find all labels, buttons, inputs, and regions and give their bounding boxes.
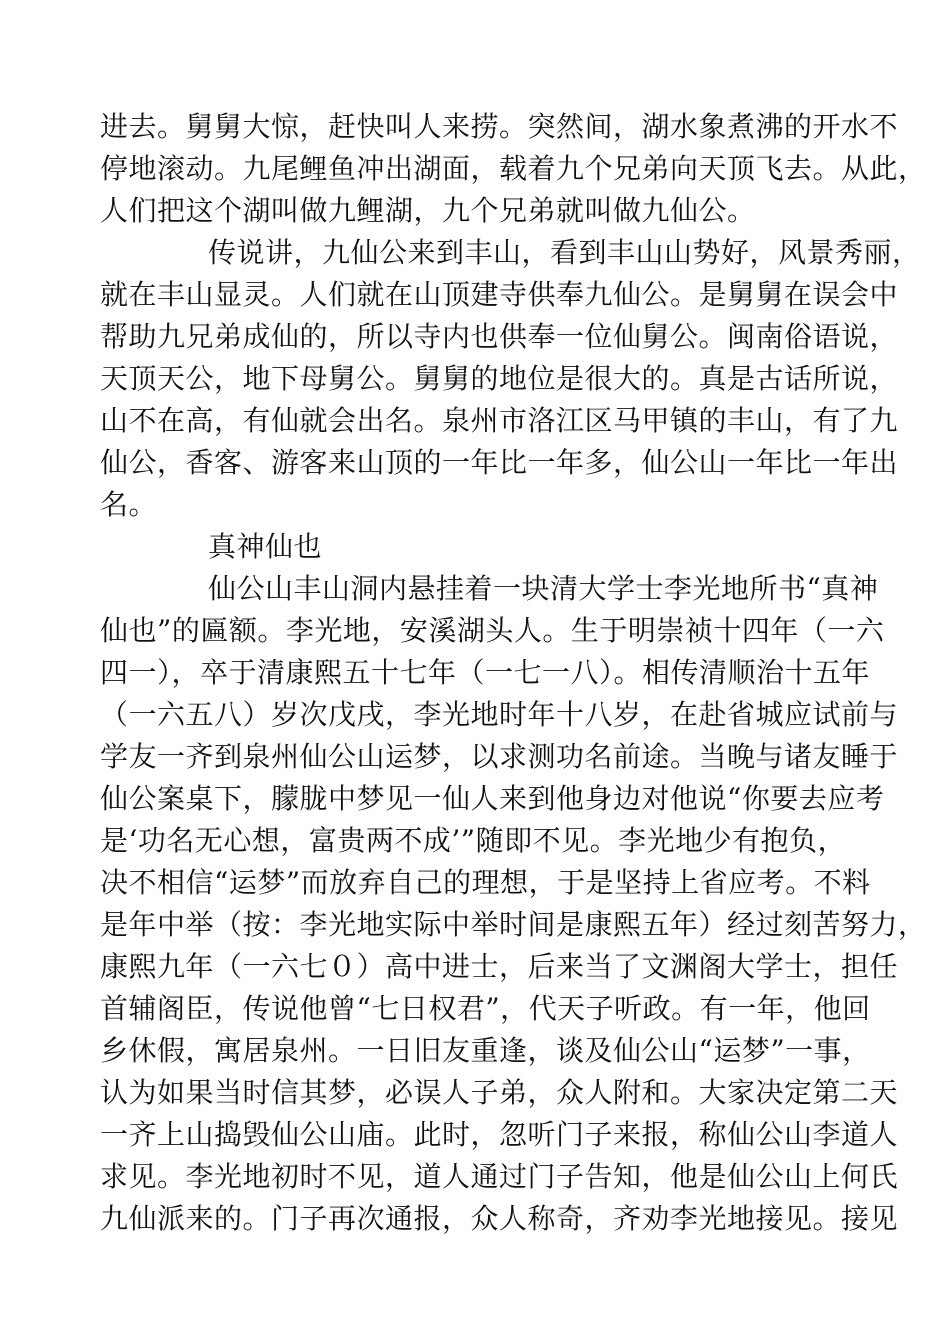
text-line: 天顶天公，地下母舅公。舅舅的地位是很大的。真是古话所说， — [100, 362, 899, 395]
text-line: 仙公，香客、游客来山顶的一年比一年多，仙公山一年比一年出 — [100, 446, 899, 479]
text-line: 名。 — [100, 488, 158, 521]
text-line: 山不在高，有仙就会出名。泉州市洛江区马甲镇的丰山，有了九 — [100, 404, 899, 437]
text-line: 一齐上山捣毁仙公山庙。此时，忽听门子来报，称仙公山李道人 — [100, 1118, 899, 1151]
text-line: 就在丰山显灵。人们就在山顶建寺供奉九仙公。是舅舅在误会中 — [100, 278, 899, 311]
text-line: 认为如果当时信其梦，必误人子弟，众人附和。大家决定第二天 — [100, 1076, 899, 1109]
text-line: 学友一齐到泉州仙公山运梦，以求测功名前途。当晚与诸友睡于 — [100, 740, 899, 773]
text-line: 人们把这个湖叫做九鲤湖，九个兄弟就叫做九仙公。 — [100, 194, 756, 227]
paragraph-first-line: 传说讲，九仙公来到丰山，看到丰山山势好，风景秀丽， — [208, 236, 921, 269]
text-line: （一六五八）岁次戊戌，李光地时年十八岁，在赴省城应试前与 — [100, 698, 899, 731]
text-line: 决不相信“运梦”而放弃自己的理想，于是坚持上省应考。不料 — [100, 866, 871, 899]
text-line: 首辅阁臣，传说他曾“七日权君”，代天子听政。有一年，他回 — [100, 992, 871, 1025]
text-line: 帮助九兄弟成仙的，所以寺内也供奉一位仙舅公。闽南俗语说， — [100, 320, 899, 353]
document-page — [100, 106, 927, 1240]
text-line: 乡休假，寓居泉州。一日旧友重逢，谈及仙公山“运梦”一事， — [100, 1034, 871, 1067]
section-heading: 真神仙也 — [208, 530, 323, 563]
paragraph-first-line: 仙公山丰山洞内悬挂着一块清大学士李光地所书“真神 — [208, 572, 879, 605]
text-line: 仙也”的匾额。李光地，安溪湖头人。生于明崇祯十四年（一六 — [100, 614, 885, 647]
text-line: 是‘功名无心想，富贵两不成’”随即不见。李光地少有抱负， — [100, 824, 847, 857]
text-line: 进去。舅舅大惊，赶快叫人来捞。突然间，湖水象煮沸的开水不 — [100, 110, 899, 143]
text-line: 求见。李光地初时不见，道人通过门子告知，他是仙公山上何氏 — [100, 1160, 899, 1193]
text-line: 四一），卒于清康熙五十七年（一七一八）。相传清顺治十五年 — [100, 656, 871, 689]
text-line: 停地滚动。九尾鲤鱼冲出湖面，载着九个兄弟向天顶飞去。从此， — [100, 152, 927, 185]
text-line: 九仙派来的。门子再次通报，众人称奇，齐劝李光地接见。接见 — [100, 1202, 899, 1235]
text-line: 是年中举（按：李光地实际中举时间是康熙五年）经过刻苦努力， — [100, 908, 927, 941]
text-line: 康熙九年（一六七０）高中进士，后来当了文渊阁大学士，担任 — [100, 950, 899, 983]
text-line: 仙公案桌下，朦胧中梦见一仙人来到他身边对他说“你要去应考 — [100, 782, 885, 815]
